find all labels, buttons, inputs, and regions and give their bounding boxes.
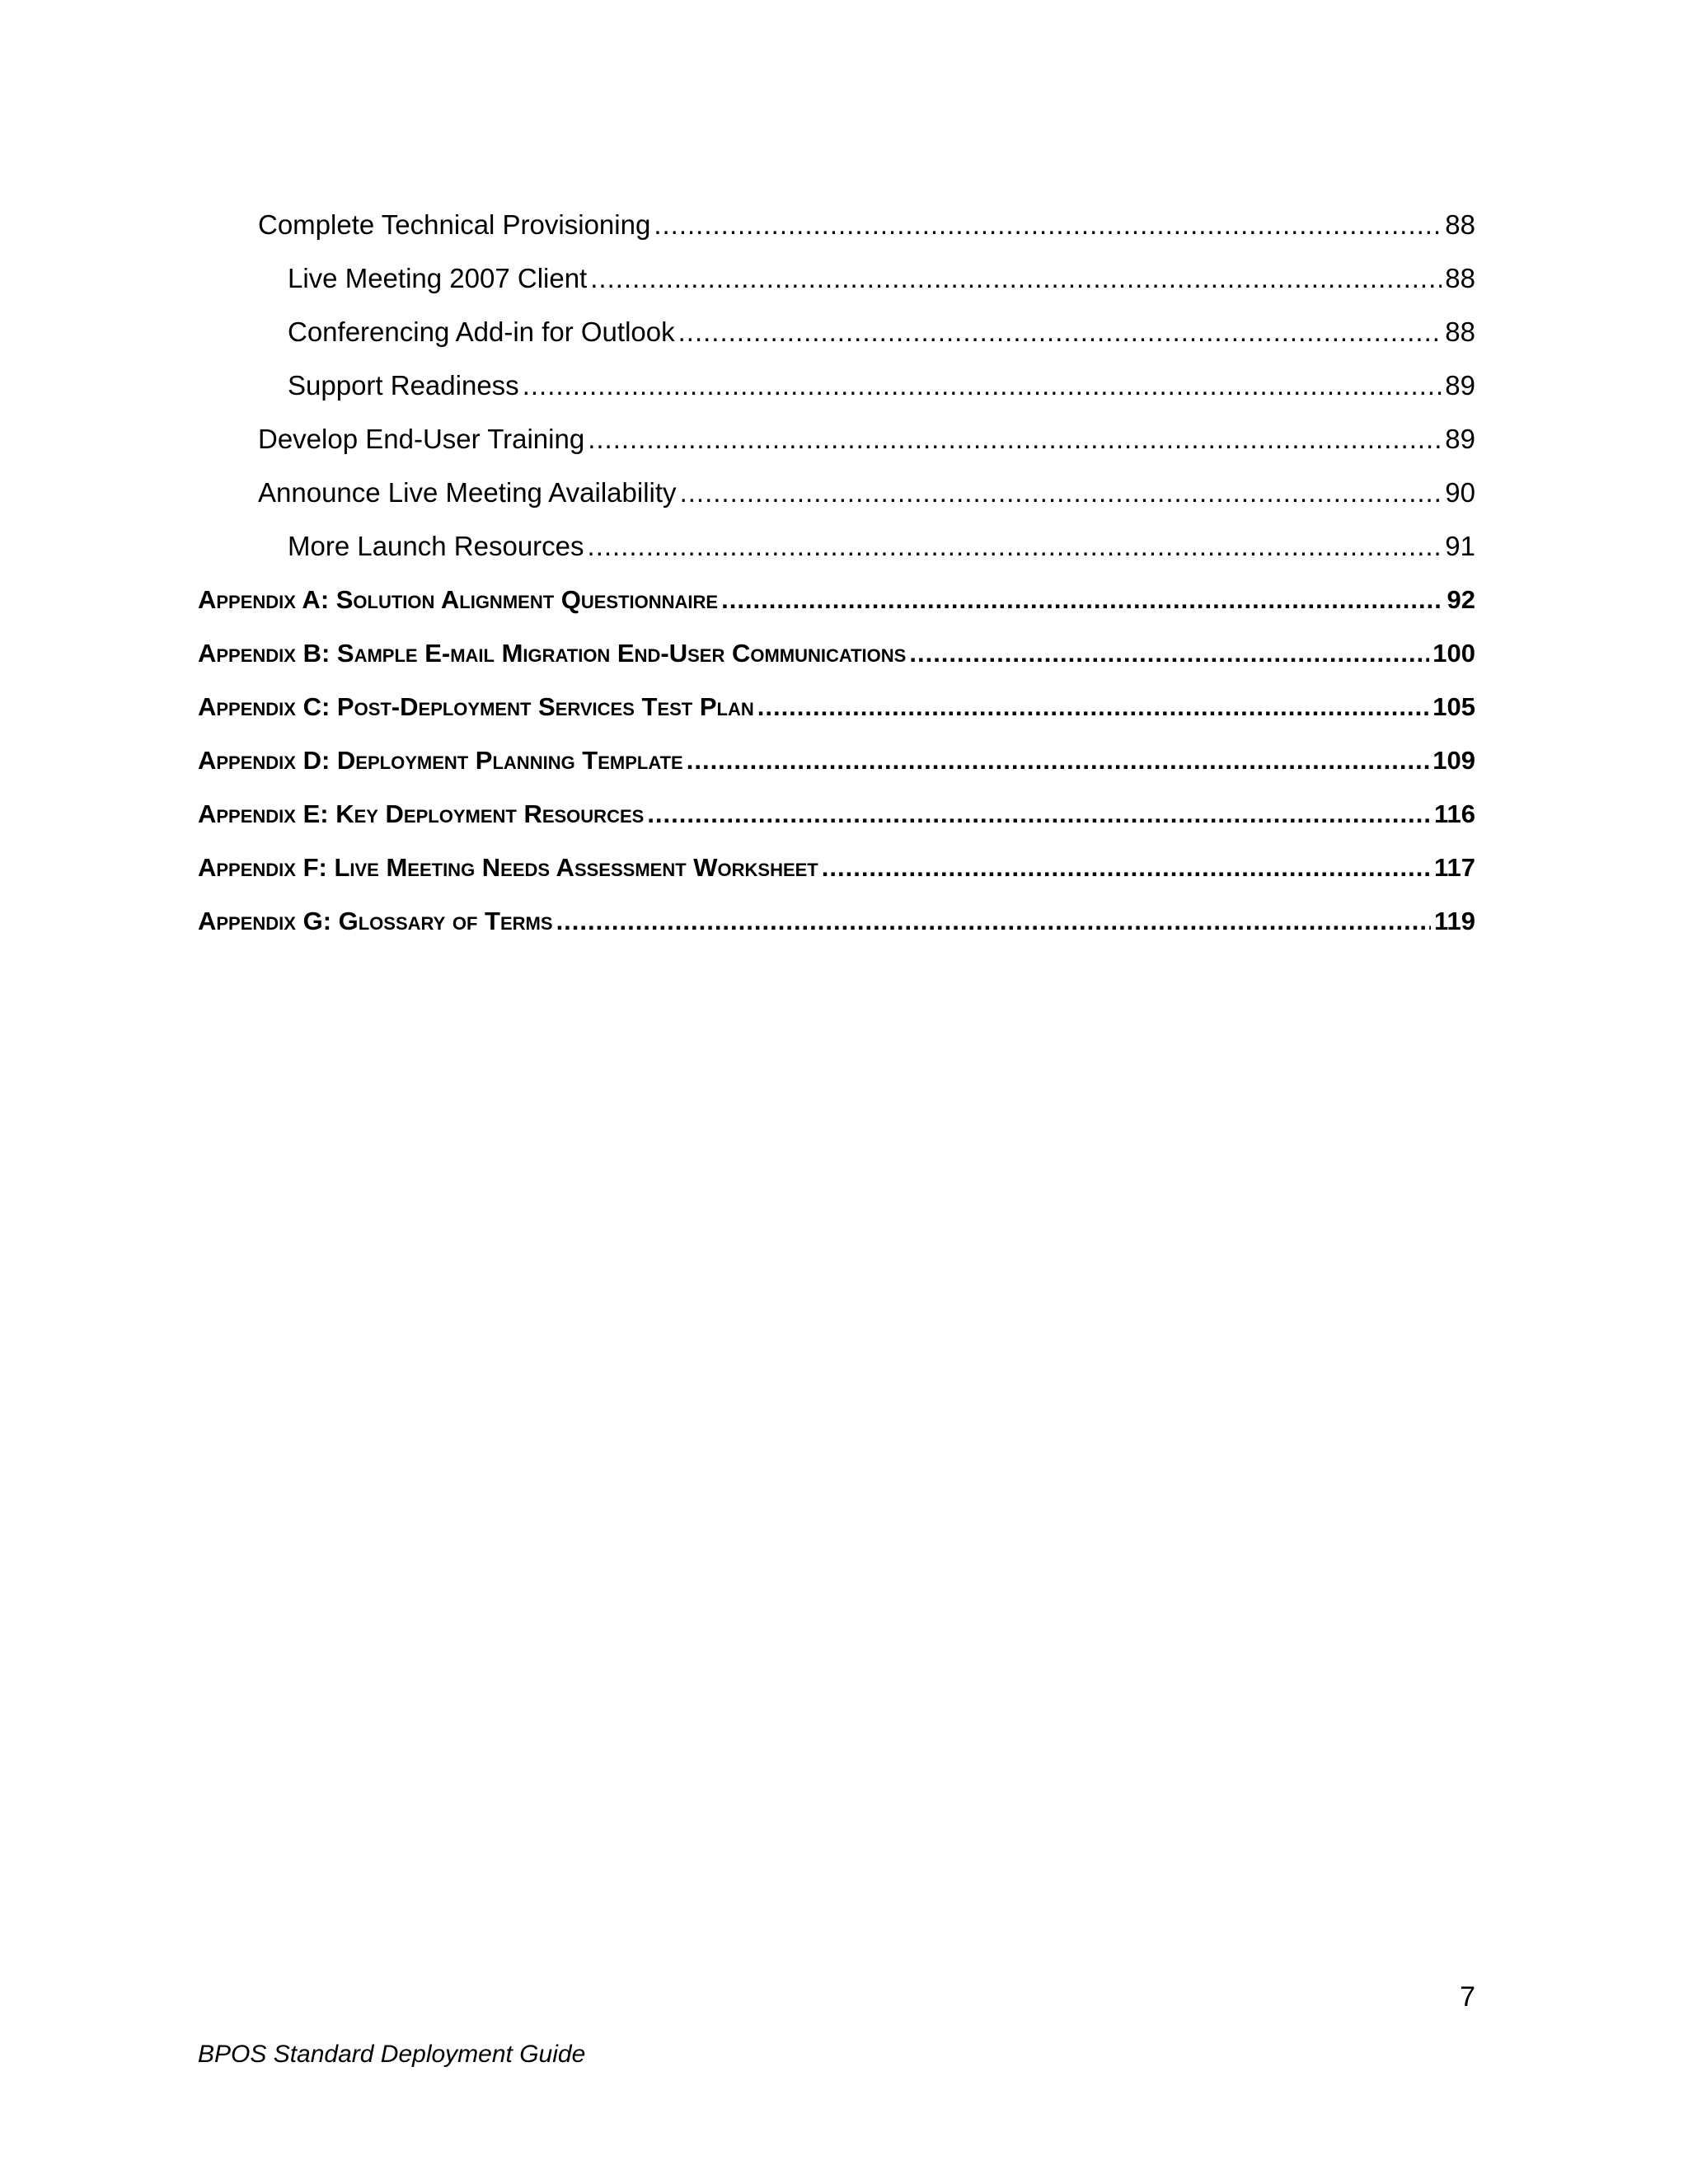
toc-entry-page: 117 <box>1433 853 1475 882</box>
toc-leader-dots <box>588 519 1442 573</box>
toc-entry-page: 91 <box>1445 531 1475 561</box>
toc-entry-page: 89 <box>1445 370 1475 401</box>
toc-entry-title: Appendix G: Glossary of Terms <box>198 907 553 935</box>
toc-appendix-entry[interactable] <box>198 894 1475 948</box>
toc-appendix-entry[interactable] <box>198 626 1475 680</box>
toc-entry-page: 105 <box>1432 692 1475 721</box>
toc-entry-page: 88 <box>1445 263 1475 293</box>
toc-entry-page: 89 <box>1445 424 1475 454</box>
table-of-contents <box>198 198 1475 948</box>
toc-entry-title: Complete Technical Provisioning <box>258 209 651 240</box>
toc-entry-page: 90 <box>1445 477 1475 508</box>
toc-entry-title: Announce Live Meeting Availability <box>258 477 677 508</box>
toc-entry-title: Appendix C: Post-Deployment Services Test Plan <box>198 692 754 721</box>
toc-entry[interactable] <box>198 412 1475 466</box>
toc-entry[interactable] <box>198 466 1475 519</box>
toc-leader-dots <box>590 251 1442 305</box>
toc-entry[interactable] <box>198 198 1475 251</box>
toc-entry[interactable] <box>198 251 1475 305</box>
toc-entry-title: Appendix F: Live Meeting Needs Assessment Worksheet <box>198 853 818 882</box>
toc-entry-title: Support Readiness <box>288 370 519 401</box>
toc-leader-dots <box>721 573 1443 626</box>
toc-appendix-entry[interactable] <box>198 787 1475 841</box>
toc-leader-dots <box>687 733 1430 787</box>
toc-entry[interactable] <box>198 305 1475 359</box>
toc-appendix-entry[interactable] <box>198 573 1475 626</box>
page-number: 7 <box>1460 1981 1475 2013</box>
toc-entry-page: 88 <box>1445 316 1475 347</box>
toc-entry-page: 100 <box>1432 639 1475 668</box>
toc-leader-dots <box>647 787 1431 841</box>
toc-leader-dots <box>523 359 1442 412</box>
toc-entry-title: More Launch Resources <box>288 531 584 561</box>
toc-entry-title: Conferencing Add-in for Outlook <box>288 316 675 347</box>
toc-leader-dots <box>680 466 1442 519</box>
toc-appendix-entry[interactable] <box>198 680 1475 733</box>
toc-leader-dots <box>909 626 1429 680</box>
toc-leader-dots <box>678 305 1442 359</box>
toc-leader-dots <box>654 198 1442 251</box>
toc-appendix-entry[interactable] <box>198 733 1475 787</box>
toc-leader-dots <box>822 841 1431 894</box>
toc-entry[interactable] <box>198 519 1475 573</box>
toc-entry-title: Develop End-User Training <box>258 424 585 454</box>
toc-leader-dots <box>757 680 1430 733</box>
toc-leader-dots <box>556 894 1431 948</box>
toc-entry-title: Appendix E: Key Deployment Resources <box>198 799 645 828</box>
document-footer: BPOS Standard Deployment Guide <box>198 2041 586 2068</box>
toc-entry-page: 88 <box>1445 209 1475 240</box>
toc-entry-page: 109 <box>1432 746 1475 775</box>
toc-entry-page: 119 <box>1433 907 1475 935</box>
toc-entry-page: 116 <box>1433 799 1475 828</box>
toc-entry-title: Appendix A: Solution Alignment Questionnaire <box>198 585 719 614</box>
toc-leader-dots <box>588 412 1442 466</box>
toc-entry-title: Appendix D: Deployment Planning Template <box>198 746 683 775</box>
toc-entry[interactable] <box>198 359 1475 412</box>
toc-appendix-entry[interactable] <box>198 841 1475 894</box>
toc-entry-page: 92 <box>1447 585 1475 614</box>
toc-entry-title: Appendix B: Sample E-mail Migration End-User Communications <box>198 639 907 668</box>
toc-entry-title: Live Meeting 2007 Client <box>288 263 588 293</box>
